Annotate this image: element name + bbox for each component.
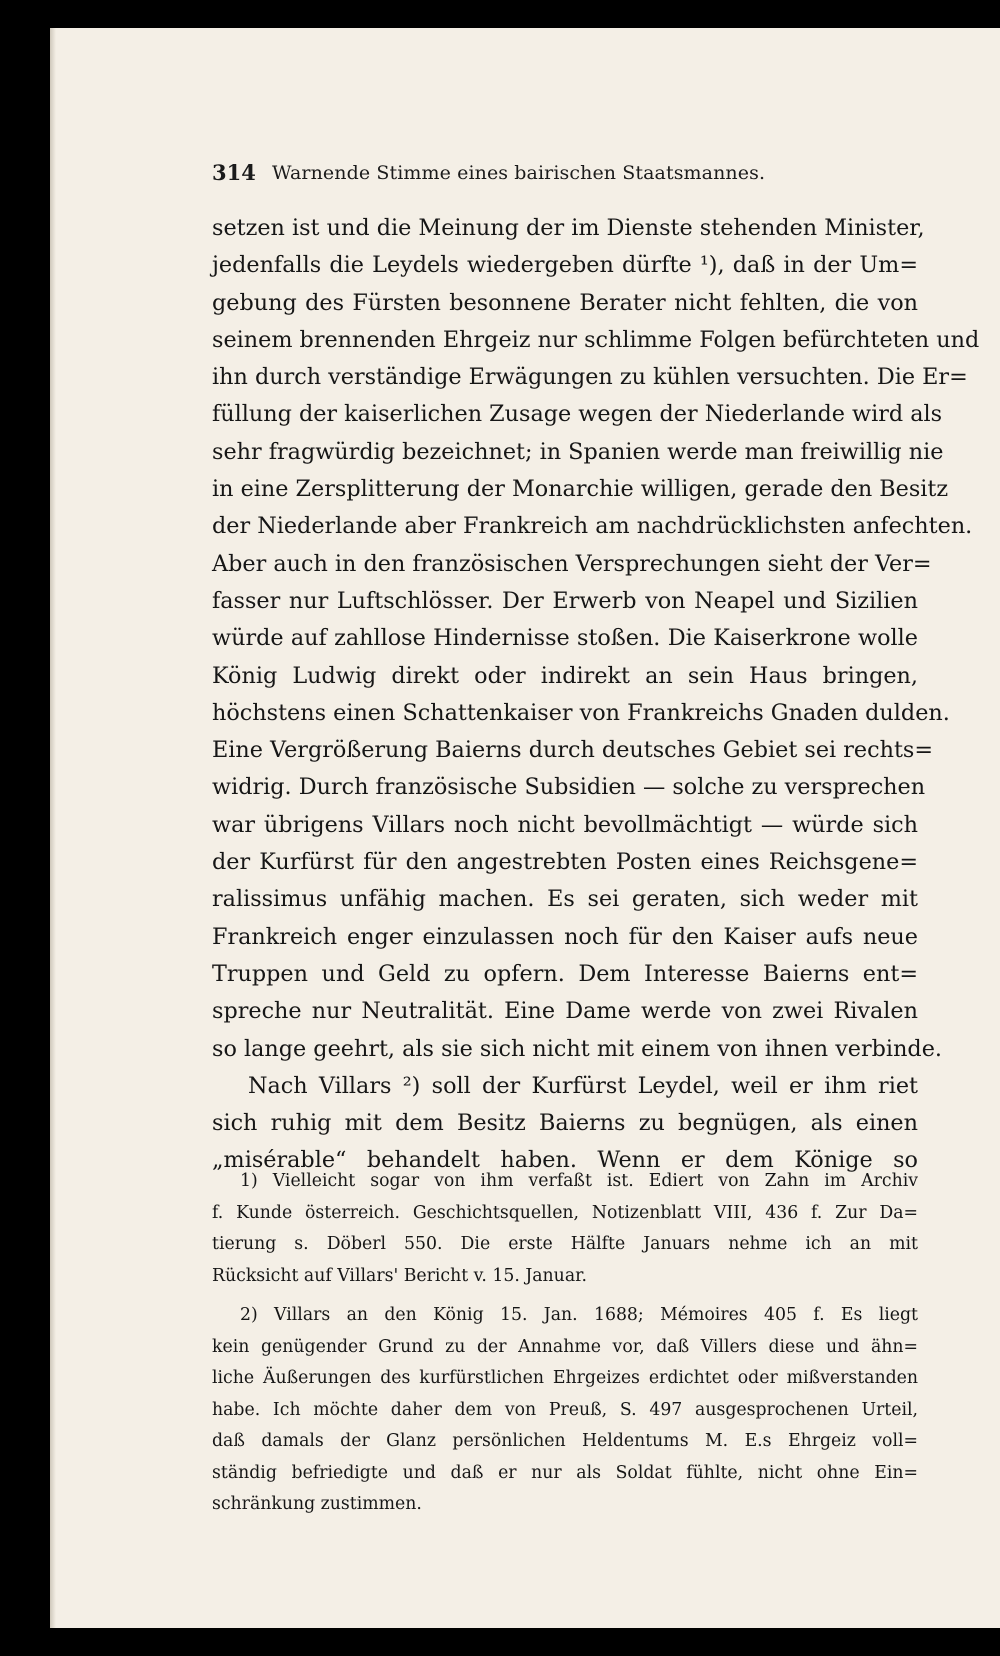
running-title: Warnende Stimme eines bairischen Staatsmannes. (272, 162, 766, 184)
footnote-line: liche Äußerungen des kurfürstlichen Ehrgeizes erdichtet oder mißverstanden (212, 1368, 918, 1388)
body-text (212, 210, 980, 1180)
text-line: fasser nur Luftschlösser. Der Erwerb von Neapel und Sizilien (212, 587, 918, 614)
running-head (212, 160, 902, 196)
footnote-line: f. Kunde österreich. Geschichtsquellen, Notizenblatt VIII, 436 f. Zur Da= (212, 1202, 918, 1223)
text-line: ihn durch verständige Erwägungen zu kühlen versuchten. Die Er= (212, 364, 968, 391)
text-line: gebung des Fürsten besonnene Berater nicht fehlten, die von (212, 289, 918, 316)
text-line: seinem brennenden Ehrgeiz nur schlimme Folgen befürchteten und (212, 326, 980, 353)
footnote-2 (212, 1300, 918, 1521)
footnote-line: daß damals der Glanz persönlichen Heldentums M. E.s Ehrgeiz voll= (212, 1431, 918, 1451)
text-line: setzen ist und die Meinung der im Dienste stehenden Minister, (212, 215, 925, 241)
text-line: höchstens einen Schattenkaiser von Frankreichs Gnaden dulden. (212, 699, 950, 726)
page-number: 314 (212, 160, 256, 185)
footnote-line: ständig befriedigte und daß er nur als Soldat fühlte, nicht ohne Ein= (212, 1462, 918, 1483)
text-line: sich ruhig mit dem Besitz Baierns zu begnügen, als einen (212, 1110, 918, 1137)
text-line: jedenfalls die Leydels wiedergeben dürfte ¹), daß in der Um= (212, 252, 918, 279)
footnote-line: Rücksicht auf Villars' Bericht v. 15. Januar. (212, 1265, 587, 1286)
text-line: Frankreich enger einzulassen noch für den Kaiser aufs neue (212, 923, 918, 950)
footnotes (212, 1166, 918, 1521)
text-line: ralissimus unfähig machen. Es sei geraten, sich weder mit (212, 886, 918, 913)
footnote-gap (212, 1292, 918, 1300)
text-line: Truppen und Geld zu opfern. Dem Interesse Baierns ent= (212, 960, 918, 987)
text-line: König Ludwig direkt oder indirekt an sein Haus bringen, (212, 662, 918, 689)
text-line: spreche nur Neutralität. Eine Dame werde von zwei Rivalen (212, 998, 918, 1025)
footnote-line: 2) Villars an den König 15. Jan. 1688; Mémoires 405 f. Es liegt (240, 1305, 918, 1325)
book-page (50, 28, 1000, 1628)
text-line: würde auf zahllose Hindernisse stoßen. Die Kaiserkrone wolle (212, 625, 918, 652)
footnote-line: kein genügender Grund zu der Annahme vor, daß Villers diese und ähn= (212, 1336, 918, 1357)
text-line: war übrigens Villars noch nicht bevollmächtigt — würde sich (212, 811, 918, 838)
footnote-line: 1) Vielleicht sogar von ihm verfaßt ist. Ediert von Zahn im Archiv (240, 1171, 918, 1191)
text-line: so lange geehrt, als sie sich nicht mit einem von ihnen verbinde. (212, 1035, 942, 1062)
footnote-line: tierung s. Döberl 550. Die erste Hälfte Januars nehme ich an mit (212, 1234, 918, 1254)
text-line: der Kurfürst für den angestrebten Posten eines Reichsgene= (212, 849, 918, 876)
footnote-line: habe. Ich möchte daher dem von Preuß, S. 497 ausgesprochenen Urteil, (212, 1399, 918, 1420)
text-line: der Niederlande aber Frankreich am nachdrücklichsten anfechten. (212, 513, 973, 540)
text-line: Aber auch in den französischen Versprechungen sieht der Ver= (212, 550, 932, 577)
text-line: sehr fragwürdig bezeichnet; in Spanien werde man freiwillig nie (212, 438, 944, 465)
text-line: „misérable“ behandelt haben. Wenn er dem Könige so (212, 1147, 918, 1174)
text-line: Eine Vergrößerung Baierns durch deutsches Gebiet sei rechts= (212, 737, 934, 764)
footnote-line: schränkung zustimmen. (212, 1494, 422, 1514)
footnote-1 (212, 1166, 918, 1292)
text-line: Nach Villars ²) soll der Kurfürst Leydel, weil er ihm riet (248, 1072, 918, 1099)
page-edge-shadow (50, 28, 56, 1628)
text-line: widrig. Durch französische Subsidien — solche zu versprechen (212, 774, 926, 801)
text-line: füllung der kaiserlichen Zusage wegen der Niederlande wird als (212, 401, 943, 428)
text-line: in eine Zersplitterung der Monarchie willigen, gerade den Besitz (212, 476, 949, 503)
